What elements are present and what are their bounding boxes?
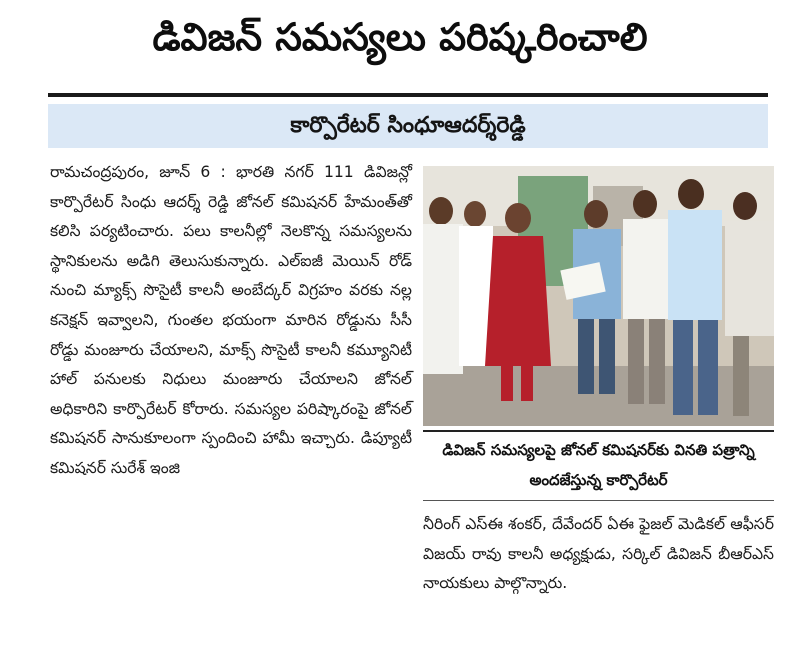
article-body: రామచంద్రపురం, జూన్ 6 : భారతి నగర్ 111 డివిజన్లో కార్పొరేటర్ సింధు ఆదర్శ్ రెడ్డి జోనల్ కమిషనర్ హేమంత్‌తో కలిసి పర్యటించారు. పలు కాలనీల్లో నెలకొన్న సమస్యలను స్థానికులను అడిగి తెలుసుకున్నారు. ఎల్ఐజీ మెయిన్ రోడ్ నుంచి మ్యాక్స్ సొసైటీ కాలనీ అంబేద్కర్ విగ్రహం వరకు నల్ల కనెక్షన్ ఇవ్వాలని, గుంతల భయంగా మారిన రోడ్డును సీసీ రోడ్డు మంజూరు చేయాలని, మాక్స్ సొసైటీ కాలనీ కమ్యూనిటీ హాల్ పనులకు నిధులు మంజూరు చేయాలని జోనల్ అధికారిని కార్పొరేటర్ కోరారు. సమస్యల పరిష్కారంపై జోనల్ కమిషనర్ సానుకూలంగా స్పందించి హామీ ఇచ్చారు. డిప్యూటీ కమిషనర్ సురేశ్ ఇంజి xyxy=(50,163,412,477)
caption-rule-top xyxy=(423,430,774,432)
article-column-right xyxy=(423,510,774,599)
news-photo xyxy=(423,166,774,426)
subheadline: కార్పొరేటర్ సింధూఆదర్శ్‌రెడ్డి xyxy=(290,113,526,138)
article-column-left xyxy=(50,158,412,484)
photo-caption: డివిజన్ సమస్యలపై జోనల్ కమిషనర్‌కు వినతి పత్రాన్ని అందజేస్తున్న కార్పొరేటర్ xyxy=(442,441,755,489)
headline: డివిజన్ సమస్యలు పరిష్కరించాలి xyxy=(152,15,648,59)
article-continuation: నీరింగ్ ఎస్ఈ శంకర్, దేవేందర్ ఏఈ ఫైజల్ మెడికల్ ఆఫీసర్ విజయ్ రావు కాలనీ అధ్యక్షుడు, సర్కిల్ డివిజన్ బీఆర్ఎస్ నాయకులు పాల్గొన్నారు. xyxy=(423,515,774,593)
caption-rule-bottom xyxy=(423,500,774,501)
news-photo-illustration xyxy=(423,166,774,426)
headline-rule xyxy=(48,93,768,97)
